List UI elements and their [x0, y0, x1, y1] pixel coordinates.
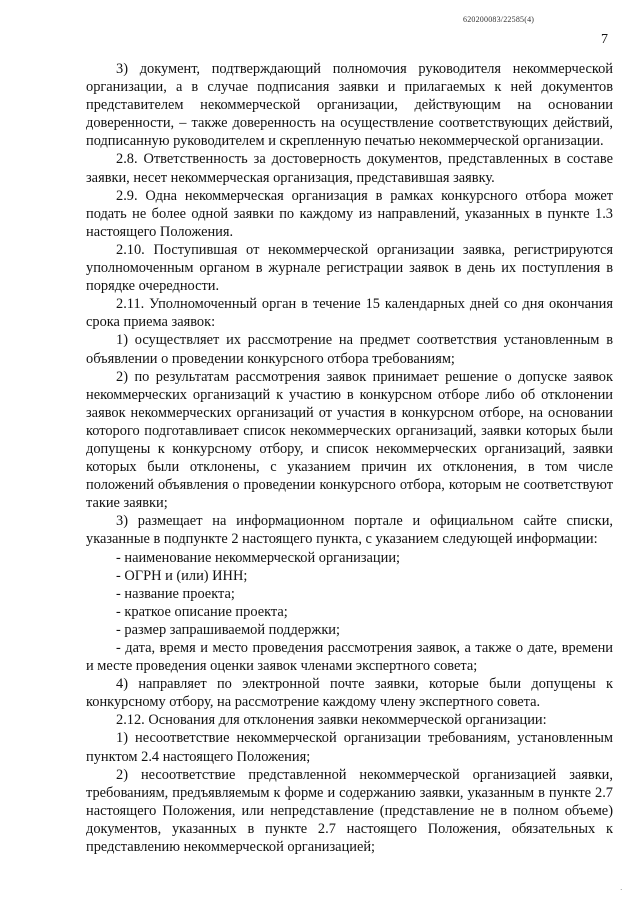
document-body — [86, 60, 613, 856]
list-item: - дата, время и место проведения рассмотрения заявок, а также о дате, времени и месте проведения оценки заявок членами экспертного совета; — [86, 640, 613, 675]
list-item: - наименование некоммерческой организации; — [116, 549, 401, 566]
paragraph: 3) размещает на информационном портале и официальном сайте списки, указанные в подпункте 2 настоящего пункта, с указанием следующей информации: — [86, 513, 613, 548]
scan-mark: · — [620, 886, 623, 894]
list-item: - ОГРН и (или) ИНН; — [116, 567, 248, 584]
paragraph: 1) несоответствие некоммерческой организации требованиям, установленным пунктом 2.4 настоящего Положения; — [86, 730, 613, 765]
list-item: - краткое описание проекта; — [116, 603, 288, 620]
paragraph: 3) документ, подтверждающий полномочия руководителя некоммерческой организации, а в случае подписания заявки и прилагаемых к ней документов представителем некоммерческой организации, действующим на основании доверенности, – также доверенность на осуществление соответствующих действий, подписанную руководителем и скрепленную печатью некоммерческой организации. — [86, 61, 613, 150]
paragraph: 2.12. Основания для отклонения заявки некоммерческой организации: — [116, 712, 547, 729]
paragraph: 4) направляет по электронной почте заявки, которые были допущены к конкурсному отбору, на рассмотрение каждому члену экспертного совета. — [86, 676, 613, 711]
document-id: 620200083/22585(4) — [463, 15, 535, 24]
paragraph: 2.9. Одна некоммерческая организация в рамках конкурсного отбора может подать не более одной заявки по каждому из направлений, указанных в пункте 1.3 настоящего Положения. — [86, 187, 613, 240]
paragraph: 2) несоответствие представленной некоммерческой организацией заявки, требованиям, предъявляемым к форме и содержанию заявки, указанным в пункте 2.7 настоящего Положения, или непредставление (представление не в полном объеме) документов, указанных в пункте 2.7 настоящего Положения, обязательных к представлению некоммерческой организацией; — [86, 766, 613, 856]
paragraph: 2.10. Поступившая от некоммерческой организации заявка, регистрируются уполномоченным органом в журнале регистрации заявок в день их поступления в порядке очередности. — [86, 241, 613, 295]
paragraph: 2.11. Уполномоченный орган в течение 15 календарных дней со дня окончания срока приема заявок: — [86, 296, 613, 331]
page-number: 7 — [601, 32, 608, 47]
list-item: - размер запрашиваемой поддержки; — [116, 621, 341, 638]
paragraph: 2) по результатам рассмотрения заявок принимает решение о допуске заявок некоммерческих организаций к участию в конкурсном отборе либо об отклонении заявок некоммерческих организаций от участия в конкурсном отборе, на основании которого подготавливает список некоммерческих организаций, заявки которых были допущены к конкурсному отбору, и список некоммерческих организаций, заявки которых были отклонены, с указанием причин их отклонения, в том числе положений объявления о проведении конкурсного отбора, которым не соответствуют такие заявки; — [86, 368, 613, 512]
paragraph: 2.8. Ответственность за достоверность документов, представленных в составе заявки, несет некоммерческая организация, представившая заявку. — [86, 151, 613, 186]
paragraph: 1) осуществляет их рассмотрение на предмет соответствия установленным в объявлении о проведении конкурсного отбора требованиям; — [86, 332, 613, 367]
list-item: - название проекта; — [116, 585, 235, 602]
